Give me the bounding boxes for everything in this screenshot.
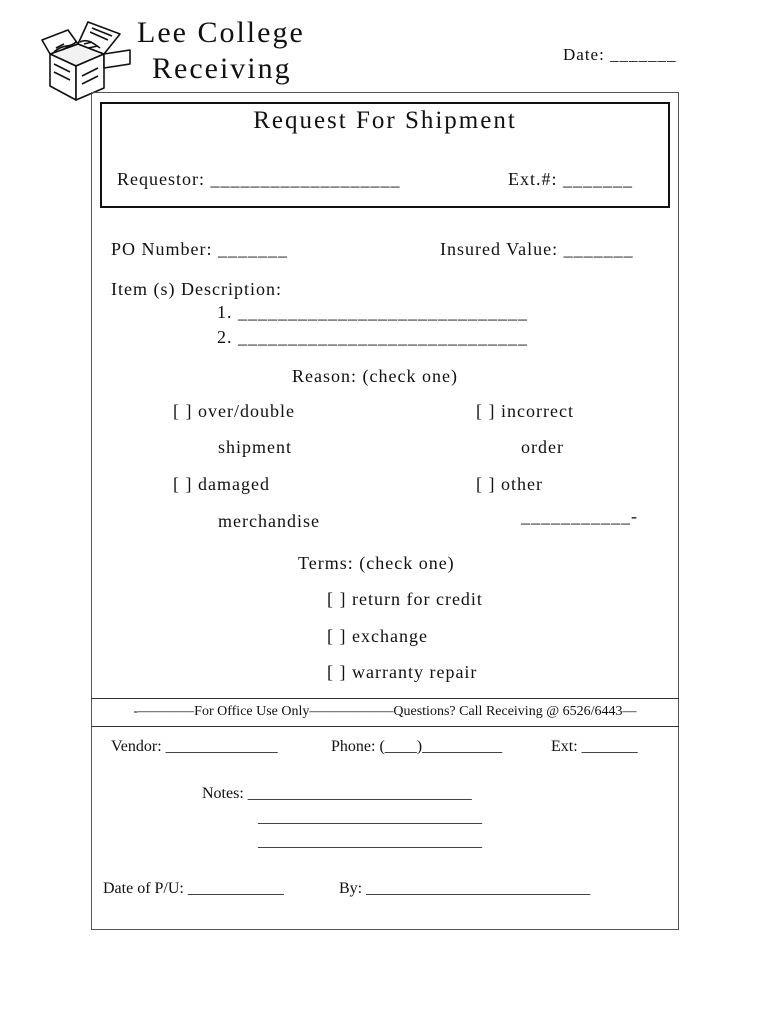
reason-damaged-checkbox[interactable]: [ ] damaged: [173, 474, 270, 494]
college-title: Lee College: [137, 16, 305, 49]
item-line-1[interactable]: 1. _____________________________: [217, 302, 528, 322]
reason-incorrect-checkbox[interactable]: [ ] incorrect: [476, 401, 574, 421]
terms-heading: Terms: (check one): [298, 553, 455, 573]
picked-up-by-field[interactable]: By: ____________________________: [339, 880, 591, 897]
requestor-field[interactable]: Requestor: ___________________: [117, 169, 401, 189]
office-divider-top: [91, 698, 679, 699]
items-label: Item (s) Description:: [111, 279, 282, 299]
terms-warranty-repair-checkbox[interactable]: [ ] warranty repair: [327, 662, 478, 682]
date-field[interactable]: Date: _______: [563, 45, 677, 64]
po-number-field[interactable]: PO Number: _______: [111, 239, 288, 259]
notes-field[interactable]: Notes: ____________________________: [202, 785, 472, 802]
reason-over-double-label: shipment: [218, 437, 292, 457]
office-use-banner: -————For Office Use Only——————Questions? Call Receiving @ 6526/6443—: [133, 704, 637, 719]
item-line-2[interactable]: 2. _____________________________: [217, 327, 528, 347]
reason-other-checkbox[interactable]: [ ] other: [476, 474, 543, 494]
office-divider-bottom: [91, 726, 679, 727]
date-pickup-field[interactable]: Date of P/U: ____________: [103, 880, 284, 897]
office-ext-field[interactable]: Ext: _______: [551, 738, 638, 755]
terms-return-credit-checkbox[interactable]: [ ] return for credit: [327, 589, 483, 609]
reason-incorrect-label: order: [521, 437, 564, 457]
department-title: Receiving: [152, 52, 292, 85]
notes-line-2[interactable]: ____________________________: [258, 809, 482, 826]
reason-over-double-checkbox[interactable]: [ ] over/double: [173, 401, 295, 421]
ext-field[interactable]: Ext.#: _______: [508, 169, 633, 189]
reason-damaged-label: merchandise: [218, 511, 320, 531]
vendor-field[interactable]: Vendor: ______________: [111, 738, 278, 755]
notes-line-3[interactable]: ____________________________: [258, 833, 482, 850]
insured-value-field[interactable]: Insured Value: _______: [440, 239, 634, 259]
terms-exchange-checkbox[interactable]: [ ] exchange: [327, 626, 428, 646]
form-title: Request For Shipment: [253, 107, 517, 134]
reason-heading: Reason: (check one): [292, 366, 458, 386]
reason-other-field[interactable]: ___________-: [521, 506, 638, 526]
phone-field[interactable]: Phone: (____)__________: [331, 738, 503, 755]
